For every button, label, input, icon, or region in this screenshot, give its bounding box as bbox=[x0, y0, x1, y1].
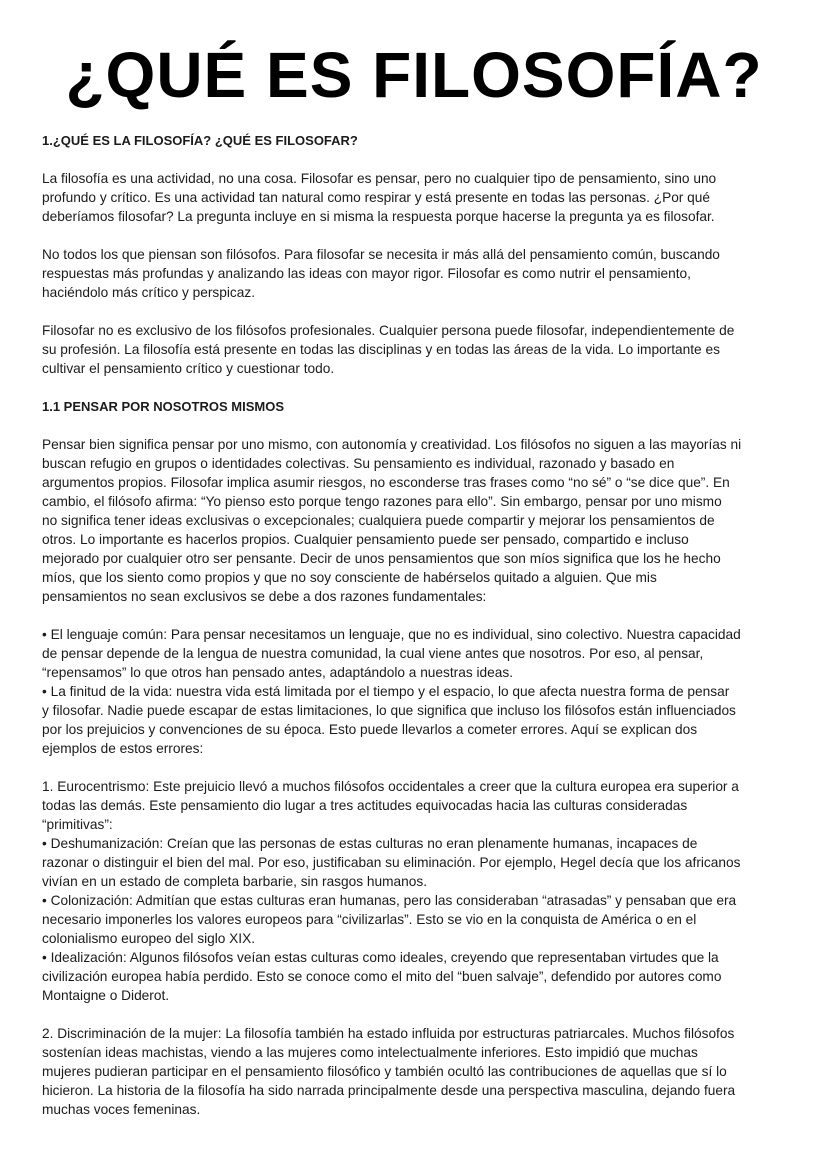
text-line: ejemplos de estos errores: bbox=[42, 741, 204, 756]
text-line: necesario imponerles los valores europeos para “civilizarlas”. Esto se vio en la conquista de América o en el bbox=[42, 912, 697, 927]
text-line: respuestas más profundas y analizando las ideas con mayor rigor. Filosofar es como nutrir el pensamiento, bbox=[42, 266, 691, 281]
text-line: por los prejuicios y convenciones de su época. Esto puede llevarlos a cometer errores. Aquí se explican dos bbox=[42, 722, 698, 737]
text-line: no significa tener ideas exclusivas o excepcionales; cualquiera puede compartir y mejorar los pensamientos de bbox=[42, 513, 715, 528]
page-title: ¿QUÉ ES FILOSOFÍA? bbox=[65, 39, 763, 111]
text-line: Montaigne o Diderot. bbox=[42, 988, 170, 1003]
paragraph bbox=[42, 625, 802, 758]
text-line: • Deshumanización: Creían que las personas de estas culturas no eran plenamente humanas, incapaces de bbox=[42, 836, 698, 851]
text-line: y filosofar. Nadie puede escapar de estas limitaciones, lo que significa que incluso los filósofos están influenciados bbox=[42, 703, 736, 718]
text-line: vivían en un estado de completa barbarie, sin rasgos humanos. bbox=[42, 874, 428, 889]
paragraph bbox=[42, 169, 802, 226]
text-line: de pensar depende de la lengua de nuestra comunidad, la cual viene antes que nosotros. Por eso, al pensar, bbox=[42, 646, 704, 661]
paragraph bbox=[42, 777, 802, 1005]
section-heading bbox=[42, 131, 802, 150]
text-line: profundo y crítico. Es una actividad tan natural como respirar y está presente en todas las personas. ¿Por qué bbox=[42, 190, 711, 205]
text-line: haciéndolo más crítico y perspicaz. bbox=[42, 285, 256, 300]
document-body bbox=[42, 131, 802, 1138]
text-line: todas las demás. Este pensamiento dio lugar a tres actitudes equivocadas hacia las culturas consideradas bbox=[42, 798, 688, 813]
text-line: • El lenguaje común: Para pensar necesitamos un lenguaje, que no es individual, sino colectivo. Nuestra capacidad bbox=[42, 627, 741, 642]
text-line: colonialismo europeo del siglo XIX. bbox=[42, 931, 256, 946]
text-line: 1.1 PENSAR POR NOSOTROS MISMOS bbox=[42, 399, 284, 414]
text-line: 2. Discriminación de la mujer: La filosofía también ha estado influida por estructuras patriarcales. Muchos filósofos bbox=[42, 1026, 735, 1041]
text-line: argumentos propios. Filosofar implica asumir riesgos, no esconderse tras frases como “no sé” o “se dice que”. En bbox=[42, 475, 730, 490]
text-line: muchas voces femeninas. bbox=[42, 1102, 201, 1117]
text-line: Pensar bien significa pensar por uno mismo, con autonomía y creatividad. Los filósofos no siguen a las mayorías ni bbox=[42, 437, 742, 452]
text-line: buscan refugio en grupos o identidades colectivas. Su pensamiento es individual, razonado y basado en bbox=[42, 456, 675, 471]
text-line: pensamientos no sean exclusivos se debe a dos razones fundamentales: bbox=[42, 589, 487, 604]
text-line: • Idealización: Algunos filósofos veían estas culturas como ideales, creyendo que representaban virtudes que la bbox=[42, 950, 719, 965]
text-line: La filosofía es una actividad, no una cosa. Filosofar es pensar, pero no cualquier tipo de pensamiento, sino uno bbox=[42, 171, 717, 186]
text-line: mejorado por cualquier otro ser pensante. Decir de unos pensamientos que son míos significa que los he hecho bbox=[42, 551, 721, 566]
text-line: cambio, el filósofo afirma: “Yo pienso esto porque tengo razones para ello”. Sin embargo, pensar por uno mismo bbox=[42, 494, 722, 509]
text-line: hicieron. La historia de la filosofía ha sido narrada principalmente desde una perspectiva masculina, dejando fuera bbox=[42, 1083, 736, 1098]
text-line: 1.¿QUÉ ES LA FILOSOFÍA? ¿QUÉ ES FILOSOFAR? bbox=[42, 133, 358, 148]
paragraph bbox=[42, 321, 802, 378]
paragraph bbox=[42, 1024, 802, 1119]
text-line: • La finitud de la vida: nuestra vida está limitada por el tiempo y el espacio, lo que afecta nuestra forma de pensar bbox=[42, 684, 730, 699]
text-line: mujeres pudieran participar en el pensamiento filosófico y también ocultó las contribuciones de aquellas que sí lo bbox=[42, 1064, 727, 1079]
text-line: su profesión. La filosofía está presente en todas las disciplinas y en todas las áreas de la vida. Lo importante es bbox=[42, 342, 720, 357]
text-line: “repensamos” lo que otros han pensado antes, adaptándolo a nuestras ideas. bbox=[42, 665, 514, 680]
paragraph bbox=[42, 435, 802, 606]
text-line: cultivar el pensamiento crítico y cuestionar todo. bbox=[42, 361, 335, 376]
text-line: • Colonización: Admitían que estas culturas eran humanas, pero las consideraban “atrasadas” y pensaban que era bbox=[42, 893, 737, 908]
text-line: míos, que los siento como propios y que no soy consciente de habérselos quitado a alguien. Que mis bbox=[42, 570, 657, 585]
text-line: razonar o distinguir el bien del mal. Por eso, justificaban su eliminación. Por ejemplo, Hegel decía que los africanos bbox=[42, 855, 741, 870]
text-line: deberíamos filosofar? La pregunta incluye en si misma la respuesta porque hacerse la pregunta ya es filosofar. bbox=[42, 209, 715, 224]
text-line: civilización europea había perdido. Esto se conoce como el mito del “buen salvaje”, defendido por autores como bbox=[42, 969, 722, 984]
text-line: otros. Lo importante es hacerlos propios. Cualquier pensamiento puede ser pensado, compartido e incluso bbox=[42, 532, 689, 547]
paragraph bbox=[42, 245, 802, 302]
text-line: No todos los que piensan son filósofos. Para filosofar se necesita ir más allá del pensamiento común, buscando bbox=[42, 247, 720, 262]
text-line: “primitivas”: bbox=[42, 817, 113, 832]
text-line: sostenían ideas machistas, viendo a las mujeres como intelectualmente inferiores. Esto impidió que muchas bbox=[42, 1045, 698, 1060]
text-line: Filosofar no es exclusivo de los filósofos profesionales. Cualquier persona puede filosofar, independientemente de bbox=[42, 323, 735, 338]
text-line: 1. Eurocentrismo: Este prejuicio llevó a muchos filósofos occidentales a creer que la cultura europea era superior a bbox=[42, 779, 739, 794]
section-heading bbox=[42, 397, 802, 416]
